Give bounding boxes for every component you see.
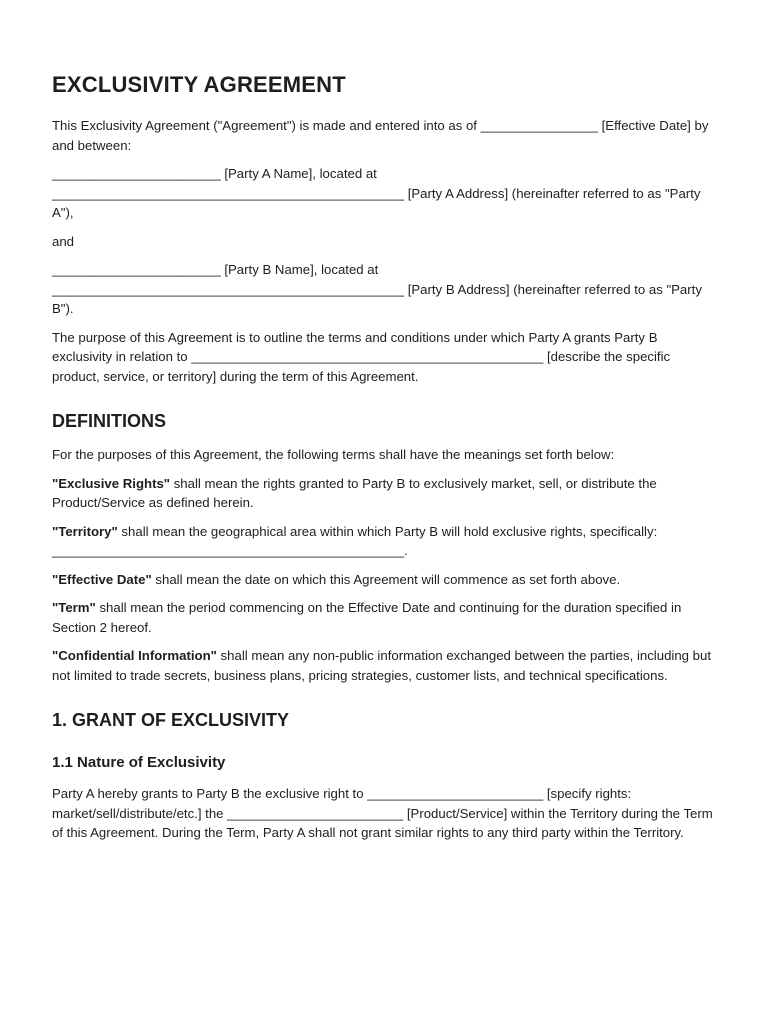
document-title: EXCLUSIVITY AGREEMENT xyxy=(52,72,346,97)
intro-paragraph: This Exclusivity Agreement ("Agreement") is made and entered into as of ________________ [Effective Date] by and between: xyxy=(52,118,709,153)
section-1-heading: 1. GRANT OF EXCLUSIVITY xyxy=(52,710,290,730)
definition-item xyxy=(52,522,720,561)
definition-term: "Term" xyxy=(52,600,96,615)
definition-text: shall mean the date on which this Agreement will commence as set forth above. xyxy=(151,571,621,587)
definition-text: shall mean any non-public information exchanged between the parties, including but not limited to trade secrets, business plans, pricing strategies, customer lists, and technical specifications. xyxy=(52,648,712,683)
definition-term: "Exclusive Rights" xyxy=(52,475,171,491)
document-body xyxy=(52,70,720,852)
and-paragraph: and xyxy=(52,233,75,249)
definition-item xyxy=(52,646,720,685)
definition-term: "Territory" xyxy=(52,523,118,539)
definition-item xyxy=(52,570,720,590)
definition-text: shall mean the period commencing on the Effective Date and continuing for the duration specified in Section 2 hereof. xyxy=(52,600,682,635)
purpose-paragraph: The purpose of this Agreement is to outline the terms and conditions under which Party A grants Party B exclusivity in relation to ________________________________________________ [describe the specific product, service, or territory] during the term of this Agreement. xyxy=(52,329,671,384)
party-b-paragraph: _______________________ [Party B Name], located at ________________________________________________ [Party B Address] (hereinafter referred to as "Party B"). xyxy=(52,262,702,316)
definition-term: "Effective Date" xyxy=(52,571,152,587)
definitions-lead: For the purposes of this Agreement, the following terms shall have the meanings set forth below: xyxy=(52,447,615,462)
definition-text: shall mean the geographical area within which Party B will hold exclusive rights, specifically: ________________________________________________. xyxy=(52,523,658,558)
party-a-paragraph: _______________________ [Party A Name], located at ________________________________________________ [Party A Address] (hereinafter referred to as "Party A"), xyxy=(52,166,701,220)
definition-text: shall mean the rights granted to Party B to exclusively market, sell, or distribute the Product/Service as defined herein. xyxy=(52,475,657,510)
section-1-1-heading: 1.1 Nature of Exclusivity xyxy=(52,754,226,771)
definition-item xyxy=(52,598,720,637)
definition-term: "Confidential Information" xyxy=(52,648,217,663)
section-1-1-body: Party A hereby grants to Party B the exclusive right to ________________________ [specify rights: market/sell/distribute/etc.] the ________________________ [Product/Service] within the Territory during the Term of this Agreement. During the Term, Party A shall not grant similar rights to any third party within the Territory. xyxy=(52,786,713,840)
definitions-heading: DEFINITIONS xyxy=(52,411,167,431)
definition-item xyxy=(52,474,720,513)
